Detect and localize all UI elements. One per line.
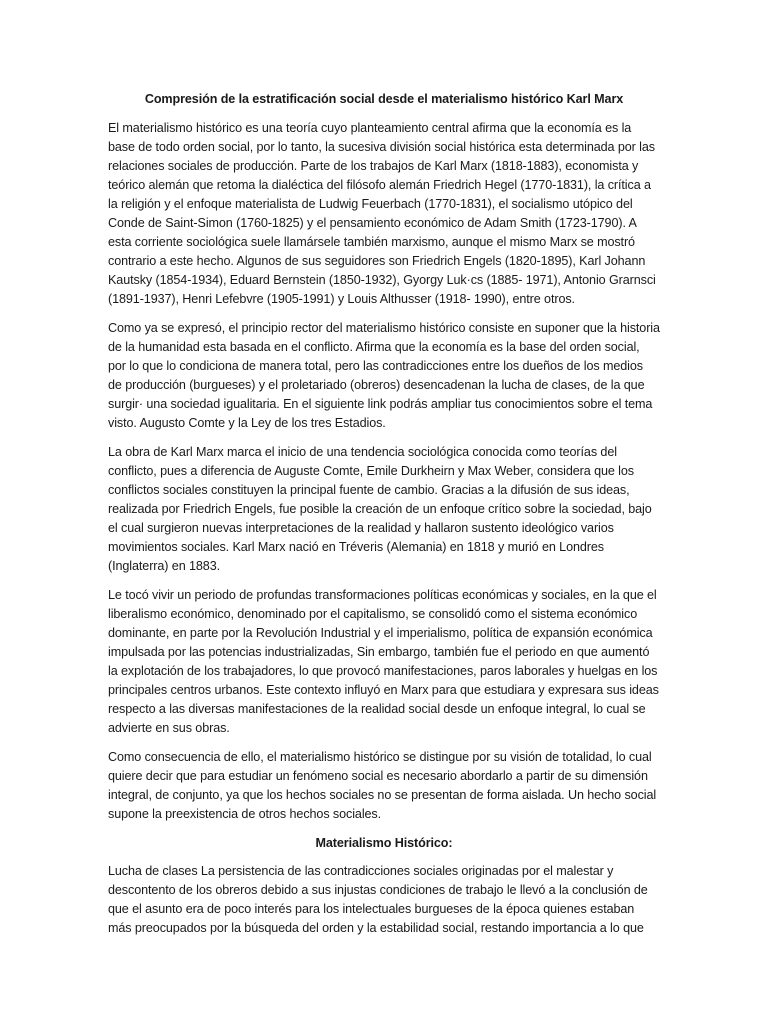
paragraph-contexto-historico: Le tocó vivir un periodo de profundas transformaciones políticas económicas y sociales, en la que el liberalismo económico, denominado por el capitalismo, se consolidó como el sistema económico dominante, en parte por la Revolución Industrial y el imperialismo, política de expansión económica impulsada por las potencias industrializadas, Sin embargo, también fue el periodo en que aumentó la explotación de los trabajadores, lo que provocó manifestaciones, paros laborales y huelgas en los principales centros urbanos. Este contexto influyó en Marx para que estudiara y expresara sus ideas respecto a las diversas manifestaciones de la realidad social desde un enfoque integral, lo cual se advierte en sus obras. — [108, 588, 659, 735]
paragraph-totalidad: Como consecuencia de ello, el materialismo histórico se distingue por su visión de totalidad, lo cual quiere decir que para estudiar un fenómeno social es necesario abordarlo a partir de su dimensión integral, de conjunto, ya que los hechos sociales no se presentan de forma aislada. Un hecho social supone la preexistencia de otros hechos sociales. — [108, 750, 657, 821]
document-title: Compresión de la estratificación social desde el materialismo histórico Karl Marx — [144, 92, 624, 106]
paragraph-materialismo-intro: El materialismo histórico es una teoría cuyo planteamiento central afirma que la economía es la base de todo orden social, por lo tanto, la sucesiva división social histórica esta determinada por las relaciones sociales de producción. Parte de los trabajos de Karl Marx (1818-1883), economista y teórico alemán que retoma la dialéctica del filósofo alemán Friedrich Hegel (1770-1831), la crítica a la religión y el enfoque materialista de Ludwig Feuerbach (1770-1831), el socialismo utópico del Conde de Saint-Simon (1760-1825) y el pensamiento económico de Adam Smith (1723-1790). A esta corriente sociológica suele llamársele también marxismo, aunque el mismo Marx se mostró contrario a este hecho. Algunos de sus seguidores son Friedrich Engels (1820-1895), Karl Johann Kautsky (1854-1934), Eduard Bernstein (1850-1932), Gyorgy Luk·cs (1885- 1971), Antonio Grarnsci (1891-1937), Henri Lefebvre (1905-1991) y Louis Althusser (1918- 1990), entre otros. — [108, 121, 656, 306]
section-heading: Materialismo Histórico: — [315, 836, 453, 850]
paragraph-obra-marx: La obra de Karl Marx marca el inicio de una tendencia sociológica conocida como teorías del conflicto, pues a diferencia de Auguste Comte, Emile Durkheirn y Max Weber, considera que los conflictos sociales constituyen la principal fuente de cambio. Gracias a la difusión de sus ideas, realizada por Friedrich Engels, fue posible la creación de un enfoque crítico sobre la sociedad, bajo el cual surgieron nuevas interpretaciones de la realidad y hallaron sustento ideológico varios movimientos sociales. Karl Marx nació en Tréveris (Alemania) en 1818 y murió en Londres (Inglaterra) en 1883. — [108, 445, 652, 573]
paragraph-principio-rector: Como ya se expresó, el principio rector del materialismo histórico consiste en suponer que la historia de la humanidad esta basada en el conflicto. Afirma que la economía es la base del orden social, por lo que lo condiciona de manera total, pero las contradicciones entre los dueños de los medios de producción (burgueses) y el proletariado (obreros) desencadenan la lucha de clases, de la que surgir· una sociedad igualitaria. En el siguiente link podrás ampliar tus conocimientos sobre el tema visto. Augusto Comte y la Ley de los tres Estadios. — [108, 321, 660, 430]
document-page — [108, 90, 660, 948]
paragraph-lucha-de-clases: Lucha de clases La persistencia de las contradicciones sociales originadas por el malestar y descontento de los obreros debido a sus injustas condiciones de trabajo le llevó a la conclusión de que el asunto era de poco interés para los intelectuales burgueses de la época quienes estaban más preocupados por la búsqueda del orden y la estabilidad social, restando importancia a lo que — [108, 864, 648, 935]
